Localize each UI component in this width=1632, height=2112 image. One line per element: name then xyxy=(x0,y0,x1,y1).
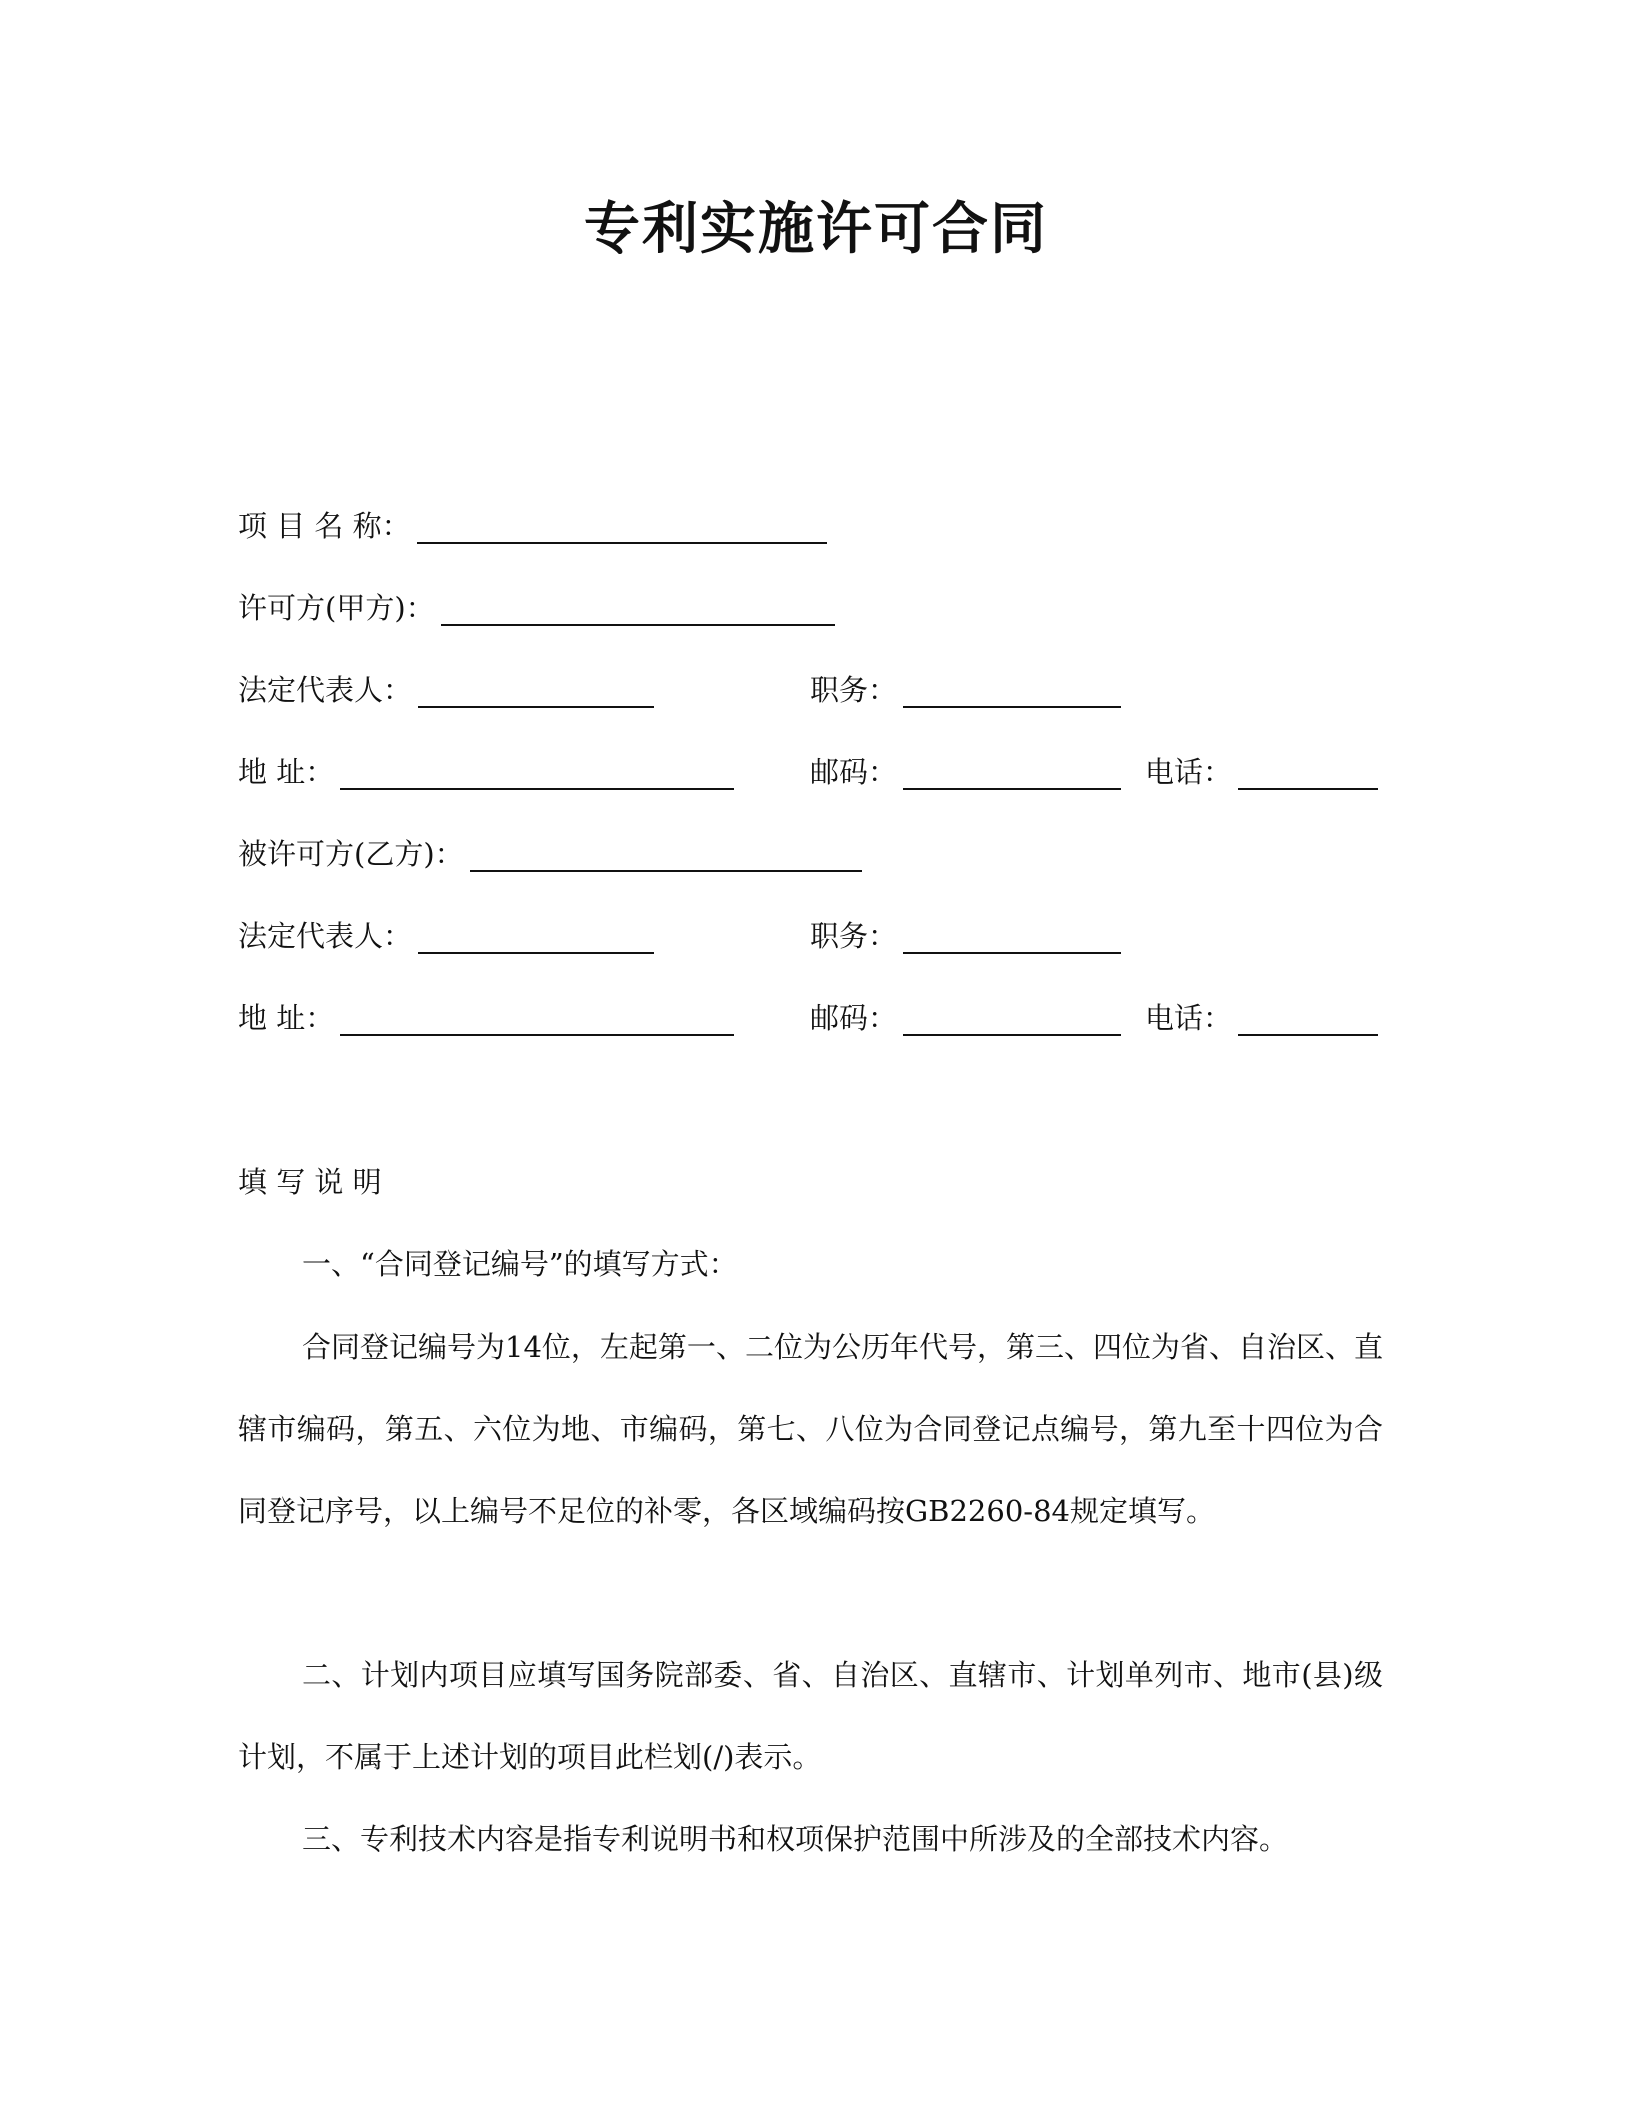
licensor-phone-blank[interactable] xyxy=(1238,748,1378,790)
licensee-rep-label: 法定代表人： xyxy=(238,919,413,953)
licensee-phone-label: 电话： xyxy=(1145,1001,1233,1035)
licensor-phone-row xyxy=(1145,748,1378,796)
licensor-position-row xyxy=(810,666,1121,714)
instruction-item2: 二、计划内项目应填写国务院部委、省、自治区、直辖市、计划单列市、地市(县)级计划，不属于上述计划的项目此栏划(/)表示。 xyxy=(238,1658,1383,1774)
licensor-address-blank[interactable] xyxy=(340,748,734,790)
licensee-position-blank[interactable] xyxy=(903,912,1121,954)
licensor-postcode-label: 邮码： xyxy=(810,755,898,789)
licensor-position-blank[interactable] xyxy=(903,666,1121,708)
licensor-postcode-row xyxy=(810,748,1121,796)
licensor-rep-row xyxy=(238,666,654,714)
instructions-heading: 填 写 说 明 xyxy=(238,1165,382,1199)
licensee-position-label: 职务： xyxy=(810,919,898,953)
licensee-address-row xyxy=(238,994,734,1042)
instruction-item3: 三、专利技术内容是指专利说明书和权项保护范围中所涉及的全部技术内容。 xyxy=(302,1822,1289,1856)
licensee-blank[interactable] xyxy=(470,830,862,872)
project-name-row xyxy=(238,502,827,550)
licensor-label: 许可方(甲方)： xyxy=(238,591,435,625)
licensee-address-blank[interactable] xyxy=(340,994,734,1036)
licensor-blank[interactable] xyxy=(441,584,835,626)
licensor-row xyxy=(238,584,835,632)
licensor-rep-label: 法定代表人： xyxy=(238,673,413,707)
instruction-item1-title: 一、“合同登记编号”的填写方式： xyxy=(302,1247,738,1281)
licensee-postcode-row xyxy=(810,994,1121,1042)
licensor-phone-label: 电话： xyxy=(1145,755,1233,789)
licensee-rep-blank[interactable] xyxy=(418,912,654,954)
document-title: 专利实施许可合同 xyxy=(584,197,1048,262)
licensee-postcode-label: 邮码： xyxy=(810,1001,898,1035)
project-name-label: 项 目 名 称： xyxy=(238,509,411,543)
licensor-address-row xyxy=(238,748,734,796)
project-name-blank[interactable] xyxy=(417,502,827,544)
licensee-phone-row xyxy=(1145,994,1378,1042)
licensee-label: 被许可方(乙方)： xyxy=(238,837,464,871)
licensee-address-label: 地 址： xyxy=(238,1001,335,1035)
licensor-position-label: 职务： xyxy=(810,673,898,707)
licensor-postcode-blank[interactable] xyxy=(903,748,1121,790)
licensee-position-row xyxy=(810,912,1121,960)
licensee-phone-blank[interactable] xyxy=(1238,994,1378,1036)
licensee-row xyxy=(238,830,862,878)
instruction-item1-body: 合同登记编号为14位，左起第一、二位为公历年代号，第三、四位为省、自治区、直辖市编码，第五、六位为地、市编码，第七、八位为合同登记点编号，第九至十四位为合同登记序号，以上编号不足位的补零，各区域编码按GB2260-84规定填写。 xyxy=(238,1330,1383,1528)
licensor-address-label: 地 址： xyxy=(238,755,335,789)
licensor-rep-blank[interactable] xyxy=(418,666,654,708)
licensee-postcode-blank[interactable] xyxy=(903,994,1121,1036)
licensee-rep-row xyxy=(238,912,654,960)
